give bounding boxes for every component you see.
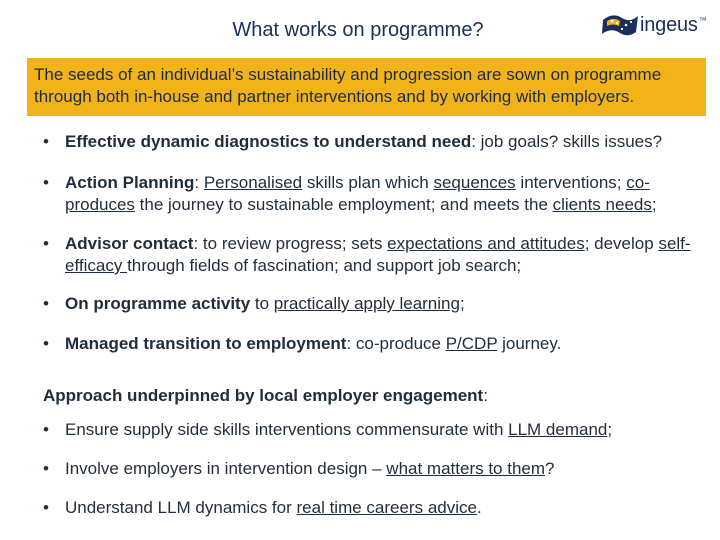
list-item: • Effective dynamic diagnostics to understand need: job goals? skills issues?	[43, 132, 663, 151]
list-item: • Action Planning: Personalised skills plan which sequences interventions; co-produces the journey to sustainable employment; and meets the clients needs;	[43, 173, 657, 214]
list-item: • Understand LLM dynamics for real time careers advice.	[43, 498, 482, 517]
bullet-icon: •	[43, 132, 49, 151]
bullet-icon: •	[43, 294, 49, 313]
banner-text: The seeds of an individual’s sustainability and progression are sown on programme through both in-house and partner interventions and by working with employers.	[34, 65, 662, 106]
list-item: • Ensure supply side skills interventions commensurate with LLM demand;	[43, 420, 613, 439]
logo-flag-icon	[600, 8, 640, 40]
bullet-icon: •	[43, 498, 49, 517]
bullet-icon: •	[43, 459, 49, 478]
logo-wordmark: ingeus	[640, 14, 698, 36]
list-item: • On programme activity to practically apply learning;	[43, 294, 465, 313]
list-item: • Managed transition to employment: co-produce P/CDP journey.	[43, 334, 562, 353]
bullet-icon: •	[43, 234, 49, 253]
page-title: What works on programme?	[232, 19, 484, 41]
bullet-icon: •	[43, 173, 49, 192]
logo-trademark: ™	[698, 16, 707, 25]
list-item: • Advisor contact: to review progress; sets expectations and attitudes; develop self-efficacy through fields of fascination; and support job search;	[43, 234, 691, 275]
ingeus-logo	[600, 8, 712, 40]
summary-banner	[27, 58, 706, 116]
list-item: • Involve employers in intervention design – what matters to them?	[43, 459, 555, 478]
bullet-icon: •	[43, 420, 49, 439]
bullet-icon: •	[43, 334, 49, 353]
approach-heading: Approach underpinned by local employer engagement:	[43, 386, 488, 405]
